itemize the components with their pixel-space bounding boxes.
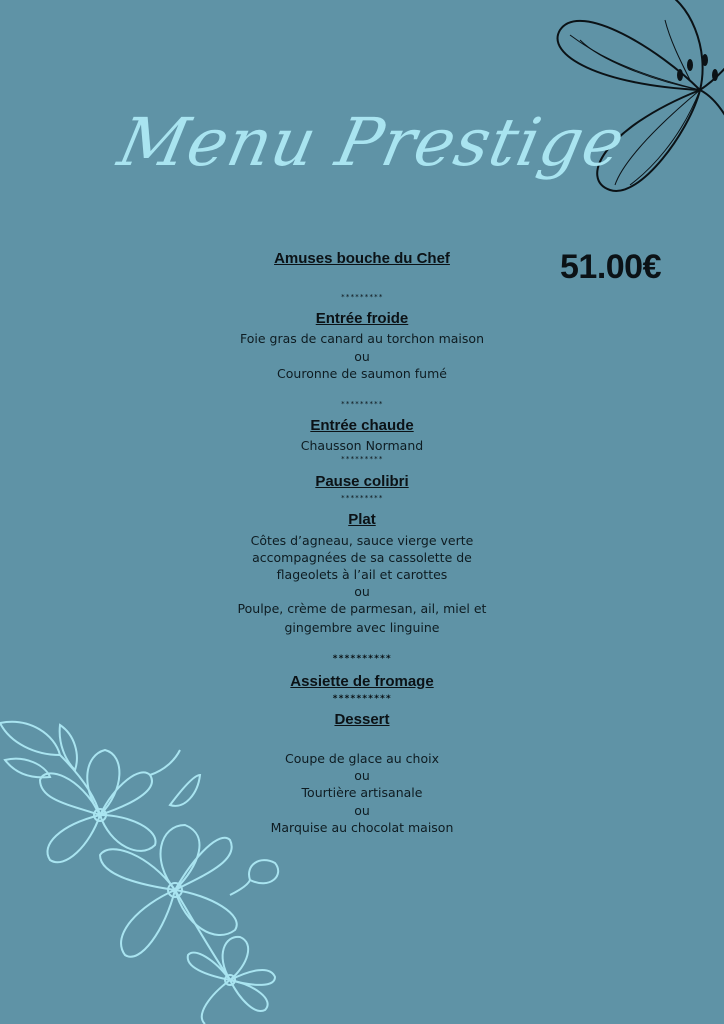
- plat-line: gingembre avec linguine: [284, 620, 440, 635]
- separator: *********: [340, 455, 384, 463]
- or-text: ou: [354, 584, 370, 599]
- plat-line: Poulpe, crème de parmesan, ail, miel et: [237, 601, 487, 616]
- heading-pause-colibri: Pause colibri: [315, 473, 409, 490]
- dessert-option-2: Tourtière artisanale: [301, 785, 423, 800]
- separator: *********: [340, 494, 384, 502]
- flower-bottom-decoration-icon: [0, 715, 300, 1024]
- separator: *********: [340, 293, 384, 301]
- menu-title: Menu Prestige: [111, 104, 632, 181]
- or-text: ou: [354, 349, 370, 364]
- entree-froide-option-2: Couronne de saumon fumé: [277, 366, 447, 381]
- dessert-option-1: Coupe de glace au choix: [285, 751, 439, 766]
- separator: *********: [340, 400, 384, 408]
- heading-entree-froide: Entrée froide: [315, 310, 409, 327]
- menu-price: 51.00€: [560, 248, 661, 286]
- plat-line: flageolets à l’ail et carottes: [276, 567, 448, 582]
- separator: **********: [332, 654, 392, 664]
- heading-plat: Plat: [348, 511, 376, 528]
- dessert-option-3: Marquise au chocolat maison: [270, 820, 454, 835]
- separator: **********: [332, 694, 392, 704]
- heading-dessert: Dessert: [334, 711, 390, 728]
- plat-line: accompagnées de sa cassolette de: [252, 550, 472, 565]
- or-text: ou: [354, 803, 370, 818]
- entree-chaude-item: Chausson Normand: [300, 438, 424, 453]
- heading-assiette-fromage: Assiette de fromage: [290, 673, 434, 690]
- entree-froide-option-1: Foie gras de canard au torchon maison: [240, 331, 484, 346]
- or-text: ou: [354, 768, 370, 783]
- plat-line: Côtes d’agneau, sauce vierge verte: [250, 533, 474, 548]
- heading-entree-chaude: Entrée chaude: [310, 417, 414, 434]
- heading-amuses-bouche: Amuses bouche du Chef: [274, 250, 450, 267]
